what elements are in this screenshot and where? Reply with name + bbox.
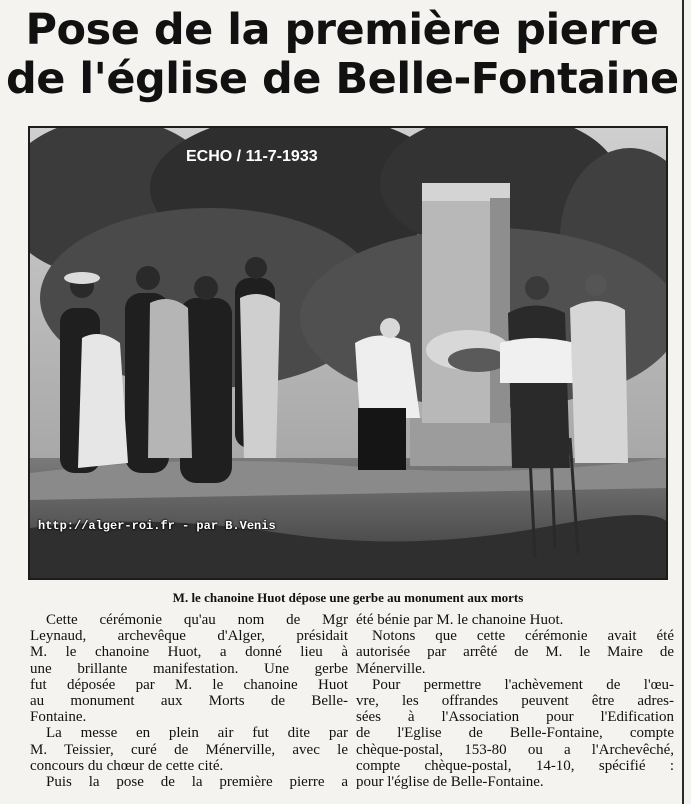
photo-illustration	[30, 128, 666, 578]
article-line: fut déposée par M. le chanoine Huot	[30, 676, 348, 693]
article-line: Pour permettre l'achèvement de l'œu-	[372, 676, 674, 693]
article-line: vre, les offrandes peuvent être adres-	[356, 693, 674, 710]
headline-line-1: Pose de la première pierre	[25, 5, 659, 55]
article-line: au monument aux Morts de Belle-	[30, 693, 348, 710]
article-line: sées à l'Association pour l'Edification	[356, 709, 674, 726]
article-line: autorisée par arrêté de M. le Maire de	[356, 644, 674, 661]
article-line: compte chèque-postal, 14-10, spécifié :	[356, 757, 674, 774]
article-line: La messe en plein air fut dite par	[46, 725, 348, 742]
photo-credit-watermark: http://alger-roi.fr - par B.Venis	[38, 519, 276, 533]
article-column-right	[356, 612, 674, 790]
article-line: été bénie par M. le chanoine Huot.	[356, 612, 564, 628]
news-photo	[30, 128, 666, 578]
article-line: M. le chanoine Huot, a donné lieu à	[30, 644, 348, 661]
column-rule	[682, 0, 684, 804]
article-line: Notons que cette cérémonie avait été	[372, 628, 674, 645]
article-line: Puis la pose de la première pierre a	[46, 774, 348, 791]
article-line: concours du chœur de cette cité.	[30, 757, 224, 774]
article-line: Fontaine.	[30, 709, 87, 726]
photo-caption: M. le chanoine Huot dépose une gerbe au monument aux morts	[172, 590, 524, 605]
article-line: Leynaud, archevêque d'Alger, présidait	[30, 628, 348, 645]
article-line: M. Teissier, curé de Ménerville, avec le	[30, 741, 348, 758]
article-line: pour l'église de Belle-Fontaine.	[356, 774, 544, 791]
article-line: Ménerville.	[356, 660, 426, 677]
article-line: Cette cérémonie qu'au nom de Mgr	[46, 612, 348, 628]
headline-line-2: de l'église de Belle-Fontaine	[6, 54, 679, 104]
headline	[6, 6, 678, 104]
article-line: de l'Eglise de Belle-Fontaine, compte	[356, 725, 674, 742]
article-line: chèque-postal, 153-80 ou a l'Archevêché,	[356, 741, 674, 758]
article-column-left	[30, 612, 348, 790]
article-line: une brillante manifestation. Une gerbe	[30, 660, 348, 677]
photo-source-stamp: ECHO / 11-7-1933	[186, 148, 318, 165]
